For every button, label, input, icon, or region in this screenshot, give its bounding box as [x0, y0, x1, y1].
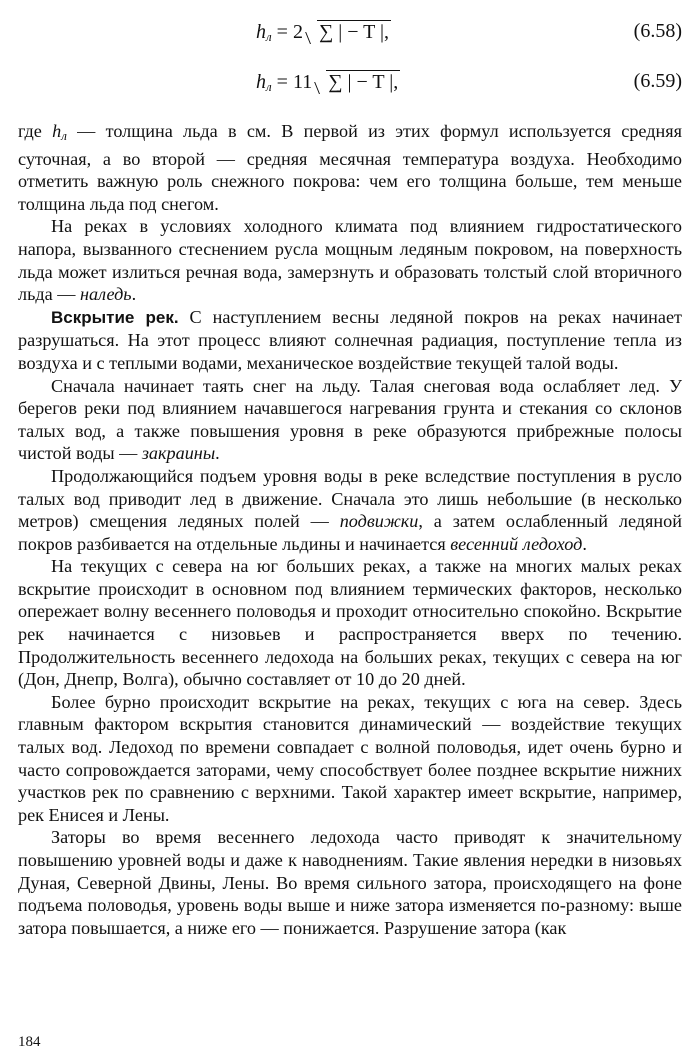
paragraph-north-south-rivers: На текущих с севера на юг больших реках, а также на многих малых реках вскрытие происходит в основном под влиянием термических факторов, несколько опережает волну весеннего половодья и проходит относительно спокойно. Вскрытие рек начинается с низовьев и распространяется вверх по течению. Продолжительность весеннего ледохода на больших реках, текущих с севера на юг (Дон, Днепр, Волга), обычно составляет от 10 до 20 дней. — [18, 556, 682, 690]
sum-symbol: ∑ — [318, 21, 334, 43]
formula-subscript: л — [266, 29, 272, 44]
radicand-terms: | − T |, — [347, 71, 399, 93]
variable-h: h — [52, 121, 62, 141]
page-number: 184 — [18, 1034, 41, 1050]
text-run: где — [18, 121, 53, 141]
paragraph-south-north-rivers: Более бурно происходит вскрытие на реках, текущих с юга на север. Здесь главным фактором вскрытия становится динамический — воздействие текущих талых вод. Ледоход по времени совпадает с волной половодья, идет очень бурно и часто сопровождается заторами, чему способствует более позднее вскрытие нижних участков рек по сравнению с верхними. Такой характер имеет вскрытие, например, рек Енисея и Лены. — [18, 691, 682, 825]
formula-6-58 — [18, 20, 682, 60]
radicand-terms: | − T |, — [338, 21, 389, 43]
text-run: — толщина льда в см. В первой из этих формул используется средняя суточная, а во второй — средняя месячная температура воздуха. Необходимо отметить важную роль снежного покрова: чем его толщина больше, тем меньше толщина льда под снегом. — [18, 121, 682, 214]
text-run: , а затем ослабленный ледяной покров разбивается на отдельные льдины и начинается — [18, 511, 682, 554]
formula-variable: h — [256, 21, 266, 43]
formula-coefficient: 2 — [292, 21, 303, 43]
text-run: . — [131, 284, 137, 305]
formula-expression — [256, 20, 391, 45]
formula-expression — [256, 70, 400, 95]
formula-subscript: л — [266, 79, 272, 94]
sqrt-sign — [303, 20, 391, 44]
formula-equals: = — [276, 71, 288, 93]
paragraph-ice-thickness — [18, 120, 682, 215]
radicand — [317, 20, 391, 44]
section-heading: Вскрытие рек. — [51, 307, 179, 327]
sqrt-sign — [312, 70, 400, 94]
term-zakrainy: закраины — [141, 443, 216, 464]
equation-number: (6.58) — [633, 20, 682, 42]
formula-6-59 — [18, 70, 682, 110]
book-page — [18, 0, 682, 1062]
equation-number: (6.59) — [633, 70, 682, 92]
text-run: Продолжающийся подъем уровня воды в реке вследствие поступления в русло талых вод приводит лед в движение. Сначала это лишь небольшие (в несколько метров) смещения ледяных полей — — [18, 465, 682, 532]
text-run: На реках в условиях холодного климата под влиянием гидростатического напора, вызванного стеснением русла мощным ледяным покровом, на поверхность льда может излиться речная вода, замерзнуть и образовать толстый слой вторичного льда — — [18, 216, 682, 305]
sum-symbol: ∑ — [328, 71, 343, 93]
body-text — [18, 120, 682, 939]
formula-equals: = — [276, 21, 288, 43]
paragraph-ice-jams: Заторы во время весеннего ледохода часто приводят к значительному повышению уровней воды и даже к наводнениям. Такие явления нередки в низовьях Дуная, Северной Двины, Лены. Во время сильного затора, происходящего на фоне подъема половодья, уровень воды выше и ниже затора изменяется по-разному: выше затора повышается, а ниже его — понижается. Разрушение затора (как — [18, 827, 682, 938]
paragraph-zakrainy — [18, 375, 682, 465]
text-run: С наступлением весны ледяной покров на реках начинает разрушаться. На этот процесс влияют солнечная радиация, поступление тепла из воздуха и с теплыми водами, механическое воздействие текущей талой воды. — [18, 306, 682, 373]
formula-variable: h — [256, 71, 266, 93]
paragraph-ice-drift — [18, 465, 682, 555]
term-spring-ice-drift: весенний ледоход — [450, 533, 583, 554]
text-run: . — [582, 533, 587, 554]
variable-subscript: л — [61, 128, 67, 143]
term-podvizhki: подвижки — [339, 511, 419, 532]
text-run: Сначала начинает таять снег на льду. Талая снеговая вода ослабляет лед. У берегов реки под влиянием начавшегося нагревания грунта и стекания со склонов талых вод, а также повышения уровня в реке образуются прибрежные полосы чистой воды — — [18, 375, 682, 464]
text-run: . — [215, 443, 220, 464]
paragraph-river-opening — [18, 306, 682, 375]
paragraph-naled — [18, 215, 682, 305]
term-naled: наледь — [79, 284, 132, 305]
formula-coefficient: 11 — [292, 71, 313, 93]
radicand — [326, 70, 400, 94]
